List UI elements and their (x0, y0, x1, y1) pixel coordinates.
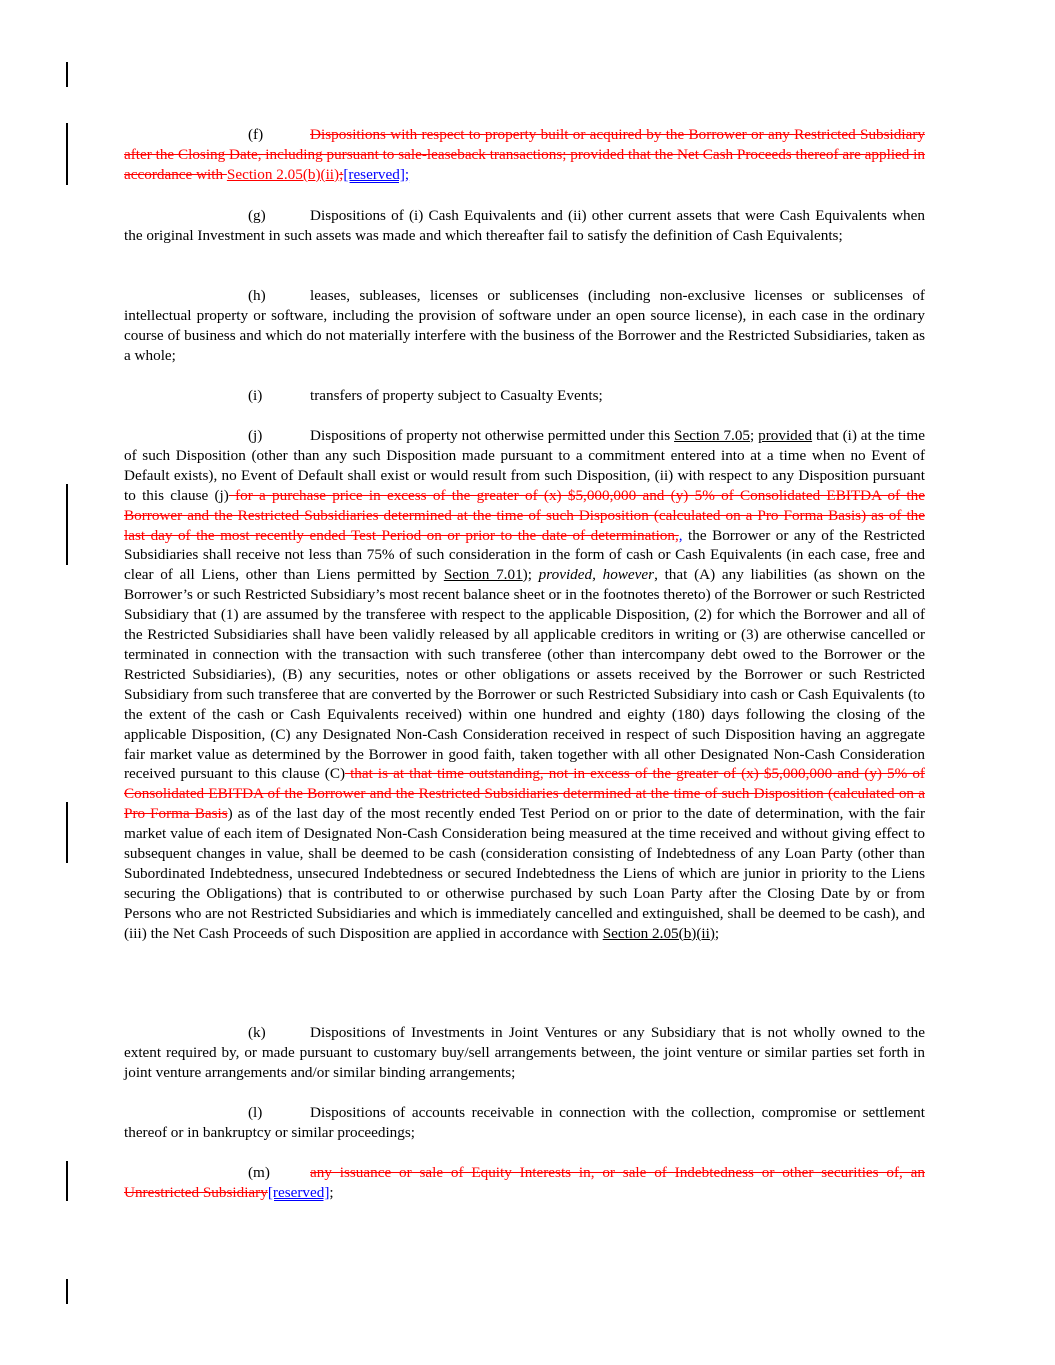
paragraph-text: the Borrower or any of the Restricted Subsidiaries shall receive not less than 75% of such consideration in the form of cash or Cash Equivalents (in each case, free and clear of all Liens, other than Liens permitted by (124, 526, 925, 584)
inserted-text: [reserved]; (343, 165, 410, 183)
paragraph-i (124, 386, 925, 406)
deleted-text: any issuance or sale of Equity Interests in, or sale of Indebtedness or other securities of, an Unrestricted Subsidiary (124, 1164, 925, 1201)
clause-label: (l) (248, 1104, 263, 1121)
paragraph-text: transfers of property subject to Casualty Events; (310, 387, 603, 404)
paragraph-text: ; (714, 924, 720, 942)
deleted-text: Dispositions with respect to property built or acquired by the Borrower or any Restricted Subsidiary after the Closing Date, including pursuant to sale-leaseback transactions; provided that the Net Cash Proceeds thereof are applied in accordance with (124, 126, 925, 183)
inserted-text: [reserved] (267, 1183, 330, 1201)
change-bar (66, 802, 68, 863)
clause-label: (g) (248, 207, 266, 224)
provided-term: provided (758, 427, 813, 444)
section-reference: Section 7.01 (443, 566, 523, 584)
clause-label: (k) (248, 1024, 266, 1041)
paragraph-text: leases, subleases, licenses or sublicenses (including non-exclusive licenses or sublicenses of intellectual property or software, including the provision of software under an open source license), in each case in the ordinary course of business and which do not materially interfere with the business of the Borrower and the Restricted Subsidiaries, taken as a whole; (124, 287, 925, 364)
clause-label: (m) (248, 1164, 270, 1181)
deleted-section-reference: Section 2.05(b)(ii) (226, 165, 340, 183)
section-reference: Section 2.05(b)(ii) (602, 924, 715, 942)
paragraph-text: ; (329, 1183, 334, 1201)
deleted-text: for a purchase price in excess of the greater of (x) $5,000,000 and (y) 5% of Consolidated EBITDA of the Borrower and the Restricted Subsidiaries determined at the time of such Disposition (calculated on a Pro Forma Basis) as of the last day of the most recently ended Test Period on or prior to the date of determination, (124, 486, 925, 544)
paragraph-text: ); (522, 566, 539, 584)
paragraph-text: , that (A) any liabilities (as shown on the Borrower’s or such Restricted Subsidiary’s most recent balance sheet or in the footnotes thereto) of the Borrower or such Restricted Subsidiary that (1) are assumed by the transferee with respect to the applicable Disposition, (2) for which the Borrower and all of the Restricted Subsidiaries shall have been validly released by all applicable creditors in writing or (3) are otherwise cancelled or terminated in connection with the transaction with such transferee (other than intercompany debt owed to the Borrower or the Restricted Subsidiaries), (B) any securities, notes or other obligations or assets received by the Borrower or such Restricted Subsidiary from such transferee that are converted by the Borrower or such Restricted Subsidiary into cash or Cash Equivalents (to the extent of the cash or Cash Equivalents received) within one hundred and eighty (180) days following the closing of the applicable Disposition, (C) any Designated Non-Cash Consideration received in respect of such Disposition having an aggregate fair market value as determined by the Borrower in good faith, taken together with all other Designated Non-Cash Consideration received pursuant to this clause (C) (124, 566, 926, 783)
clause-label: (i) (248, 387, 263, 404)
paragraph-text: Dispositions of (i) Cash Equivalents and (ii) other current assets that were Cash Equivalents when the original Investment in such assets was made and which thereafter fail to satisfy the definition of Cash Equivalents; (124, 207, 925, 244)
paragraph-j (124, 426, 925, 944)
change-bar (66, 484, 68, 565)
clause-label: (h) (248, 287, 266, 304)
deleted-text: ; (339, 165, 344, 183)
paragraph-k (124, 1023, 925, 1083)
paragraph-g (124, 206, 925, 246)
paragraph-text: Dispositions of Investments in Joint Ventures or any Subsidiary that is not wholly owned to the extent required by, or made pursuant to customary buy/sell arrangements between, the joint venture or similar parties set forth in joint venture arrangements and/or similar binding arrangements; (124, 1024, 925, 1081)
paragraph-text: Dispositions of property not otherwise permitted under this (310, 427, 675, 444)
section-reference: Section 7.05 (674, 427, 751, 444)
paragraph-text: ) as of the last day of the most recently ended Test Period on or prior to the date of determination, with the fair market value of each item of Designated Non-Cash Consideration being measured at the time received and without giving effect to subsequent changes in value, shall be deemed to be cash (consideration consisting of Indebtedness of any Loan Party (other than Subordinated Indebtedness, unsecured Indebtedness or secured Indebtedness the Liens of which are junior in priority to the Liens securing the Obligations) that is contributed to or otherwise purchased by such Loan Party after the Closing Date by or from Persons who are not Restricted Subsidiaries and which is immediately cancelled and extinguished, shall be deemed to be cash), and (iii) the Net Cash Proceeds of such Disposition are applied in accordance with (124, 805, 925, 942)
change-bar (66, 1279, 68, 1304)
paragraph-f (124, 125, 925, 185)
provided-however-term: provided, however (538, 566, 655, 584)
paragraph-h (124, 286, 925, 366)
paragraph-l (124, 1103, 925, 1143)
change-bar (66, 123, 68, 185)
clause-label: (f) (248, 126, 264, 143)
paragraph-text: ; (750, 427, 759, 444)
deleted-text: that is at that time outstanding, not in excess of the greater of (x) $5,000,000 and (y) 5% of Consolidated EBITDA of the Borrower and the Restricted Subsidiaries determined at the time of such Disposition (calculated on a Pro Forma Basis (124, 765, 925, 823)
inserted-text: , (678, 526, 683, 544)
paragraph-text: Dispositions of accounts receivable in connection with the collection, compromise or settlement thereof or in bankruptcy or similar proceedings; (124, 1104, 925, 1141)
change-bar (66, 62, 68, 87)
paragraph-m (124, 1163, 925, 1203)
change-bar (66, 1161, 68, 1201)
clause-label: (j) (248, 427, 263, 444)
paragraph-text: that (i) at the time of such Disposition (other than any such Disposition made pursuant to a commitment entered into at a time when no Event of Default exists), no Event of Default shall exist or would result from such Disposition, (ii) with respect to any Disposition pursuant to this clause (j) (124, 427, 925, 504)
